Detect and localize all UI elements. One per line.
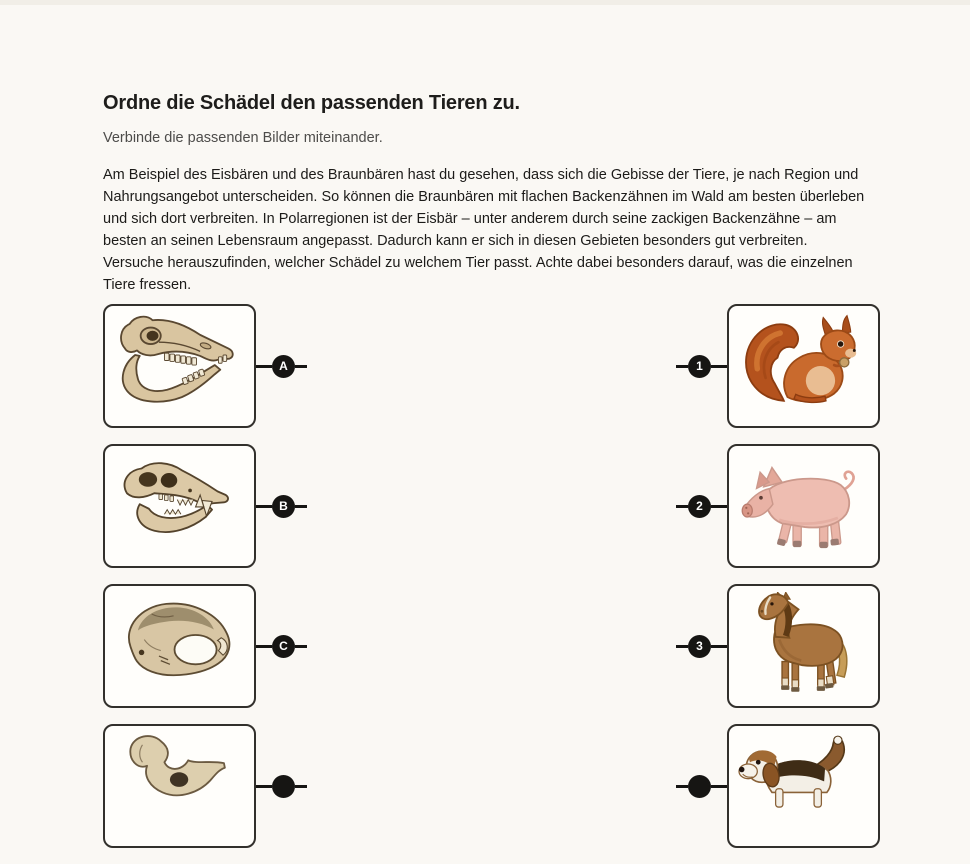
horse-skull-illustration — [110, 312, 250, 420]
matching-area — [103, 304, 880, 864]
match-dot-skull-a[interactable]: A — [272, 355, 295, 378]
partial-skull-card[interactable] — [103, 724, 256, 848]
connector-stub — [295, 645, 307, 648]
animal-item-2 — [676, 444, 880, 568]
connector-line — [711, 785, 727, 788]
horse-skull-card[interactable] — [103, 304, 256, 428]
match-dot-animal-3[interactable]: 3 — [688, 635, 711, 658]
intro-paragraph-1: Am Beispiel des Eisbären und des Braunbären hast du gesehen, dass sich die Gebisse der Tiere, je nach Region und Nahrungsangebot unterscheiden. So können die Braunbären mit flachen Backenzähnen im Wald am besten überleben und sich dort verbreiten. In Polarregionen ist der Eisbär – unter anderem durch seine zackigen Backenzähne – am besten an seinen Lebensraum angepasst. Dadurch kann er sich in diesen Gebieten besonders gut verbreiten. — [103, 167, 865, 249]
skull-item-b — [103, 444, 307, 568]
animal-item-1 — [676, 304, 880, 428]
connector-line — [711, 365, 727, 368]
skull-item-a — [103, 304, 307, 428]
connector-stub — [676, 365, 688, 368]
skull-item-d — [103, 724, 307, 848]
intro-paragraph-2: Versuche herauszufinden, welcher Schädel zu welchem Tier passt. Achte dabei besonders darauf, was die einzelnen Tiere fressen. — [103, 255, 853, 293]
squirrel-illustration — [734, 312, 874, 420]
animal-item-4 — [676, 724, 880, 848]
intro-text — [103, 164, 873, 296]
connector-line — [256, 505, 272, 508]
connector-stub — [676, 505, 688, 508]
rodent-skull-card[interactable] — [103, 584, 256, 708]
match-row-2 — [103, 444, 880, 568]
match-dot-skull-c[interactable]: C — [272, 635, 295, 658]
connector-line — [256, 365, 272, 368]
dog-card[interactable] — [727, 724, 880, 848]
squirrel-card[interactable] — [727, 304, 880, 428]
top-edge-strip — [0, 0, 970, 5]
connector-stub — [295, 365, 307, 368]
match-dot-skull-d[interactable] — [272, 775, 295, 798]
horse-illustration — [734, 592, 874, 700]
animal-item-3 — [676, 584, 880, 708]
skull-item-c — [103, 584, 307, 708]
dog-illustration — [734, 732, 874, 840]
horse-card[interactable] — [727, 584, 880, 708]
match-dot-animal-1[interactable]: 1 — [688, 355, 711, 378]
match-row-3 — [103, 584, 880, 708]
partial-skull-illustration — [110, 732, 250, 840]
connector-stub — [295, 505, 307, 508]
match-row-1 — [103, 304, 880, 428]
connector-stub — [676, 645, 688, 648]
pig-illustration — [734, 452, 874, 560]
connector-line — [711, 645, 727, 648]
match-dot-animal-4[interactable] — [688, 775, 711, 798]
connector-stub — [676, 785, 688, 788]
match-dot-animal-2[interactable]: 2 — [688, 495, 711, 518]
rodent-skull-illustration — [110, 592, 250, 700]
connector-line — [256, 785, 272, 788]
match-dot-skull-b[interactable]: B — [272, 495, 295, 518]
connector-line — [711, 505, 727, 508]
page-subtitle: Verbinde die passenden Bilder miteinander. — [103, 130, 383, 146]
page-title: Ordne die Schädel den passenden Tieren zu. — [103, 92, 520, 114]
connector-stub — [295, 785, 307, 788]
match-row-4 — [103, 724, 880, 848]
carnivore-skull-card[interactable] — [103, 444, 256, 568]
carnivore-skull-illustration — [110, 452, 250, 560]
pig-card[interactable] — [727, 444, 880, 568]
connector-line — [256, 645, 272, 648]
